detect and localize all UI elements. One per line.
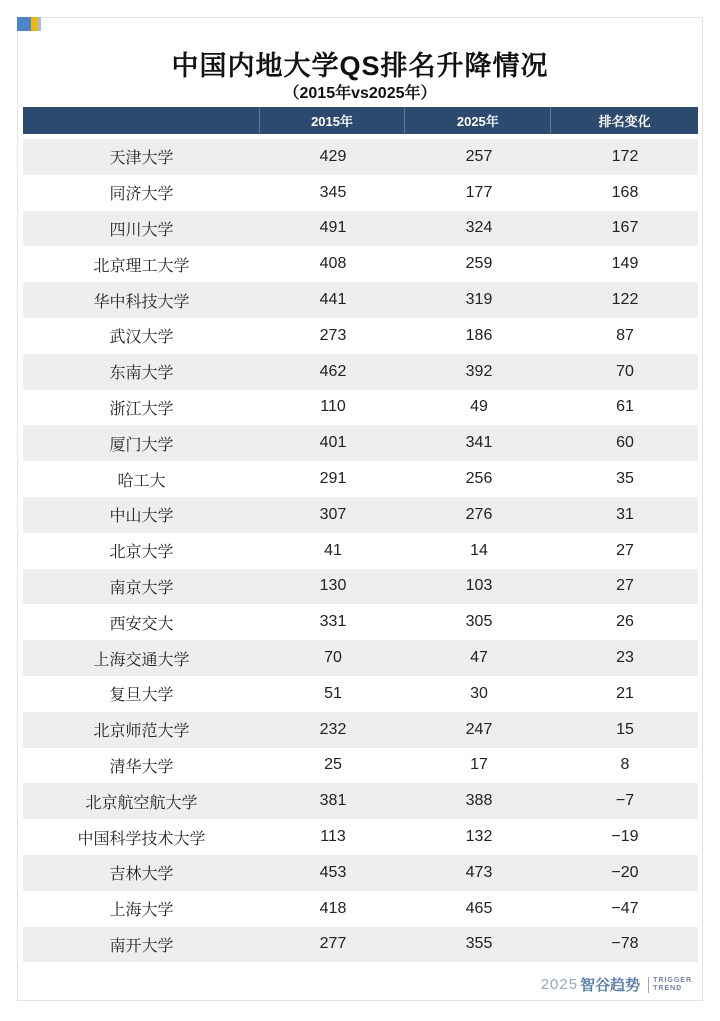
cell-2025: 177 [465, 183, 493, 201]
cell-2015: 331 [319, 613, 347, 631]
cell-2025: 388 [465, 792, 493, 810]
cell-university: 武汉大学 [109, 329, 174, 347]
cell-university: 北京理工大学 [93, 257, 190, 275]
cell-2025: 103 [465, 577, 493, 595]
header-2015: 2015年 [259, 107, 405, 134]
page-title: 中国内地大学QS排名升降情况 [171, 51, 549, 81]
table-row [23, 819, 698, 855]
brand-corner-icon [17, 17, 41, 31]
table-row [23, 175, 698, 211]
table-row [23, 927, 698, 963]
cell-university: 同济大学 [109, 186, 174, 204]
cell-2025: 305 [465, 613, 493, 631]
footer-english [653, 977, 692, 993]
cell-2015: 70 [324, 649, 342, 667]
cell-2015: 41 [324, 541, 342, 559]
table-row [23, 533, 698, 569]
cell-university: 北京航空航大学 [85, 794, 198, 812]
table-row [23, 282, 698, 318]
table-row [23, 425, 698, 461]
cell-change: −7 [615, 792, 635, 810]
cell-change: 23 [616, 649, 634, 667]
cell-2015: 110 [320, 398, 346, 416]
cell-university: 中国科学技术大学 [77, 830, 206, 848]
cell-university: 上海交通大学 [93, 651, 190, 669]
cell-2015: 429 [319, 147, 347, 165]
cell-2025: 465 [465, 899, 493, 917]
cell-university: 厦门大学 [109, 436, 174, 454]
page-subtitle: （2015年vs2025年） [283, 85, 437, 102]
cell-change: −78 [611, 935, 639, 953]
cell-university: 天津大学 [109, 150, 174, 168]
table-row [23, 318, 698, 354]
header-change: 排名变化 [550, 107, 698, 134]
table-row [23, 891, 698, 927]
cell-2025: 14 [470, 541, 488, 559]
header-university [23, 107, 259, 134]
footer-brand: 智谷趋势 [580, 977, 641, 994]
table-row [23, 569, 698, 605]
table-row [23, 640, 698, 676]
cell-2025: 324 [465, 219, 493, 237]
cell-2015: 401 [319, 434, 347, 452]
cell-2015: 232 [319, 720, 347, 738]
cell-university: 北京师范大学 [93, 723, 190, 741]
table-row [23, 712, 698, 748]
cell-2025: 247 [465, 720, 493, 738]
table-header [23, 107, 698, 134]
cell-change: −47 [611, 899, 639, 917]
table-row [23, 855, 698, 891]
cell-2025: 473 [465, 863, 493, 881]
cell-university: 东南大学 [109, 365, 174, 383]
cell-2025: 319 [465, 291, 493, 309]
cell-2025: 186 [465, 326, 493, 344]
table-row [23, 604, 698, 640]
cell-university: 浙江大学 [109, 400, 174, 418]
table-row [23, 354, 698, 390]
cell-2025: 30 [470, 684, 488, 702]
ranking-table [23, 107, 698, 962]
cell-university: 四川大学 [109, 221, 174, 239]
cell-change: 60 [616, 434, 634, 452]
cell-change: 35 [616, 470, 634, 488]
footer-en-line1: TRIGGER [653, 976, 692, 984]
cell-change: 87 [616, 326, 634, 344]
cell-change: 172 [611, 147, 639, 165]
cell-change: 31 [616, 505, 634, 523]
cell-2025: 132 [465, 828, 493, 846]
cell-change: 26 [616, 613, 634, 631]
header-2025: 2025年 [404, 107, 550, 134]
cell-2015: 130 [319, 577, 347, 595]
cell-2015: 441 [319, 291, 347, 309]
cell-university: 华中科技大学 [93, 293, 190, 311]
cell-university: 南开大学 [109, 937, 174, 955]
cell-2015: 307 [319, 505, 347, 523]
table-row [23, 748, 698, 784]
table-row [23, 676, 698, 712]
cell-change: 168 [611, 183, 639, 201]
cell-2025: 355 [465, 935, 493, 953]
cell-2015: 462 [319, 362, 347, 380]
table-row [23, 139, 698, 175]
footer-en-line2: TREND [653, 984, 683, 992]
table-row [23, 783, 698, 819]
cell-2015: 418 [319, 899, 347, 917]
cell-2015: 408 [319, 255, 347, 273]
cell-university: 南京大学 [109, 579, 174, 597]
cell-2015: 453 [319, 863, 347, 881]
table-row [23, 390, 698, 426]
footer-year: 2025 [540, 976, 579, 993]
cell-2015: 273 [319, 326, 347, 344]
cell-university: 清华大学 [109, 758, 174, 776]
cell-change: 27 [616, 577, 634, 595]
cell-change: 167 [611, 219, 639, 237]
cell-2015: 277 [319, 935, 347, 953]
table-row [23, 211, 698, 247]
cell-2025: 276 [465, 505, 493, 523]
cell-change: 149 [611, 255, 639, 273]
table-row [23, 461, 698, 497]
table-row [23, 497, 698, 533]
cell-2015: 113 [320, 828, 346, 846]
table-row [23, 246, 698, 282]
cell-2025: 341 [465, 434, 493, 452]
cell-2015: 25 [324, 756, 342, 774]
cell-2015: 345 [319, 183, 347, 201]
cell-change: 8 [620, 756, 630, 774]
cell-change: 122 [611, 291, 639, 309]
cell-university: 吉林大学 [109, 866, 174, 884]
cell-change: 15 [616, 720, 634, 738]
cell-change: 70 [616, 362, 634, 380]
footer-divider [648, 977, 649, 993]
cell-change: −20 [611, 863, 639, 881]
cell-university: 北京大学 [109, 544, 174, 562]
footer-logo [541, 974, 692, 995]
cell-2025: 49 [470, 398, 488, 416]
cell-university: 中山大学 [109, 508, 174, 526]
cell-2025: 17 [470, 756, 488, 774]
cell-2015: 491 [319, 219, 347, 237]
cell-2025: 392 [465, 362, 493, 380]
cell-university: 上海大学 [109, 902, 174, 920]
cell-change: 21 [616, 684, 634, 702]
cell-2015: 291 [319, 470, 347, 488]
cell-change: 61 [616, 398, 634, 416]
table-body [23, 139, 698, 962]
cell-change: 27 [616, 541, 634, 559]
cell-2025: 257 [465, 147, 493, 165]
cell-2015: 51 [324, 684, 342, 702]
cell-university: 哈工大 [117, 472, 166, 490]
cell-university: 西安交大 [109, 615, 174, 633]
cell-2025: 259 [465, 255, 493, 273]
cell-2025: 47 [470, 649, 488, 667]
cell-change: −19 [611, 828, 639, 846]
cell-2025: 256 [465, 470, 493, 488]
cell-university: 复旦大学 [109, 687, 174, 705]
cell-2015: 381 [319, 792, 347, 810]
